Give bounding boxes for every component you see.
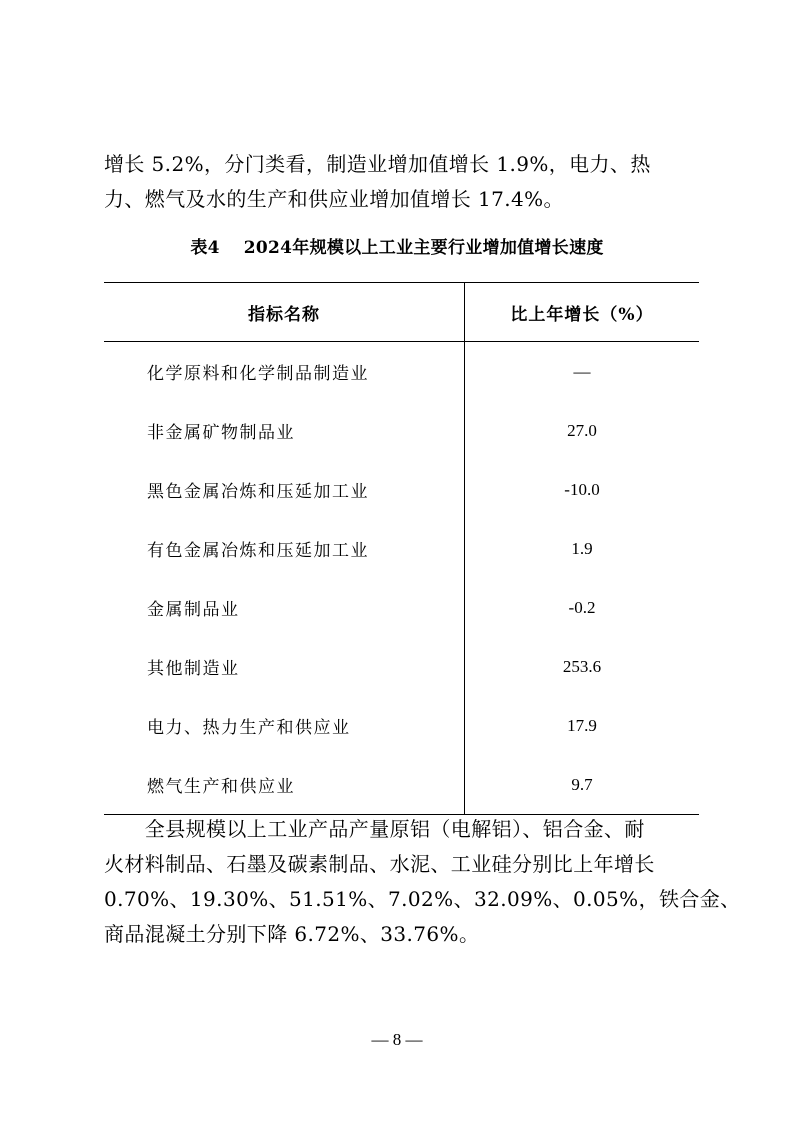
output-line: 0.70%、19.30%、51.51%、7.02%、32.09%、0.05%，铁合金、	[104, 887, 741, 911]
row-indicator-name: 燃气生产和供应业	[104, 755, 465, 815]
table-header-row	[104, 283, 699, 342]
table-row	[104, 401, 699, 460]
header-indicator-name: 指标名称	[104, 283, 465, 342]
header-growth-rate: 比上年增长（%）	[465, 283, 700, 342]
row-growth-value: 9.7	[465, 755, 700, 815]
table-row	[104, 460, 699, 519]
table-row	[104, 578, 699, 637]
row-growth-value: 27.0	[567, 420, 597, 440]
table-caption	[0, 233, 794, 263]
row-indicator-name: 其他制造业	[104, 637, 465, 696]
output-paragraph	[104, 812, 741, 952]
row-growth-value: -0.2	[568, 597, 596, 617]
row-growth-value: -10.0	[564, 479, 600, 499]
intro-line: 增长 5.2%，分门类看，制造业增加值增长 1.9%，电力、热	[104, 152, 651, 176]
table-row	[104, 519, 699, 578]
row-growth-value: 17.9	[567, 715, 597, 735]
table-row	[104, 696, 699, 755]
industry-growth-table	[104, 282, 699, 815]
row-indicator-name: 电力、热力生产和供应业	[104, 696, 465, 755]
row-growth-value: 1.9	[571, 538, 593, 558]
intro-line: 力、燃气及水的生产和供应业增加值增长 17.4%。	[104, 187, 564, 211]
table-row	[104, 342, 699, 402]
table-caption-title: 2024年规模以上工业主要行业增加值增长速度	[243, 238, 604, 258]
output-line: 商品混凝土分别下降 6.72%、33.76%。	[104, 922, 480, 946]
row-growth-value: 253.6	[562, 656, 602, 676]
output-line: 全县规模以上工业产品产量原铝（电解铝）、铝合金、耐	[104, 817, 645, 841]
row-indicator-name: 化学原料和化学制品制造业	[104, 342, 465, 402]
table-row	[104, 755, 699, 815]
row-indicator-name: 有色金属冶炼和压延加工业	[104, 519, 465, 578]
row-growth-value: —	[573, 361, 591, 381]
row-indicator-name: 非金属矿物制品业	[104, 401, 465, 460]
row-indicator-name: 黑色金属冶炼和压延加工业	[104, 460, 465, 519]
table-caption-number: 表4	[190, 238, 220, 258]
row-indicator-name: 金属制品业	[104, 578, 465, 637]
page-number: — 8 —	[371, 1030, 423, 1049]
table-row	[104, 637, 699, 696]
intro-paragraph	[104, 147, 704, 217]
output-line: 火材料制品、石墨及碳素制品、水泥、工业硅分别比上年增长	[104, 852, 655, 876]
